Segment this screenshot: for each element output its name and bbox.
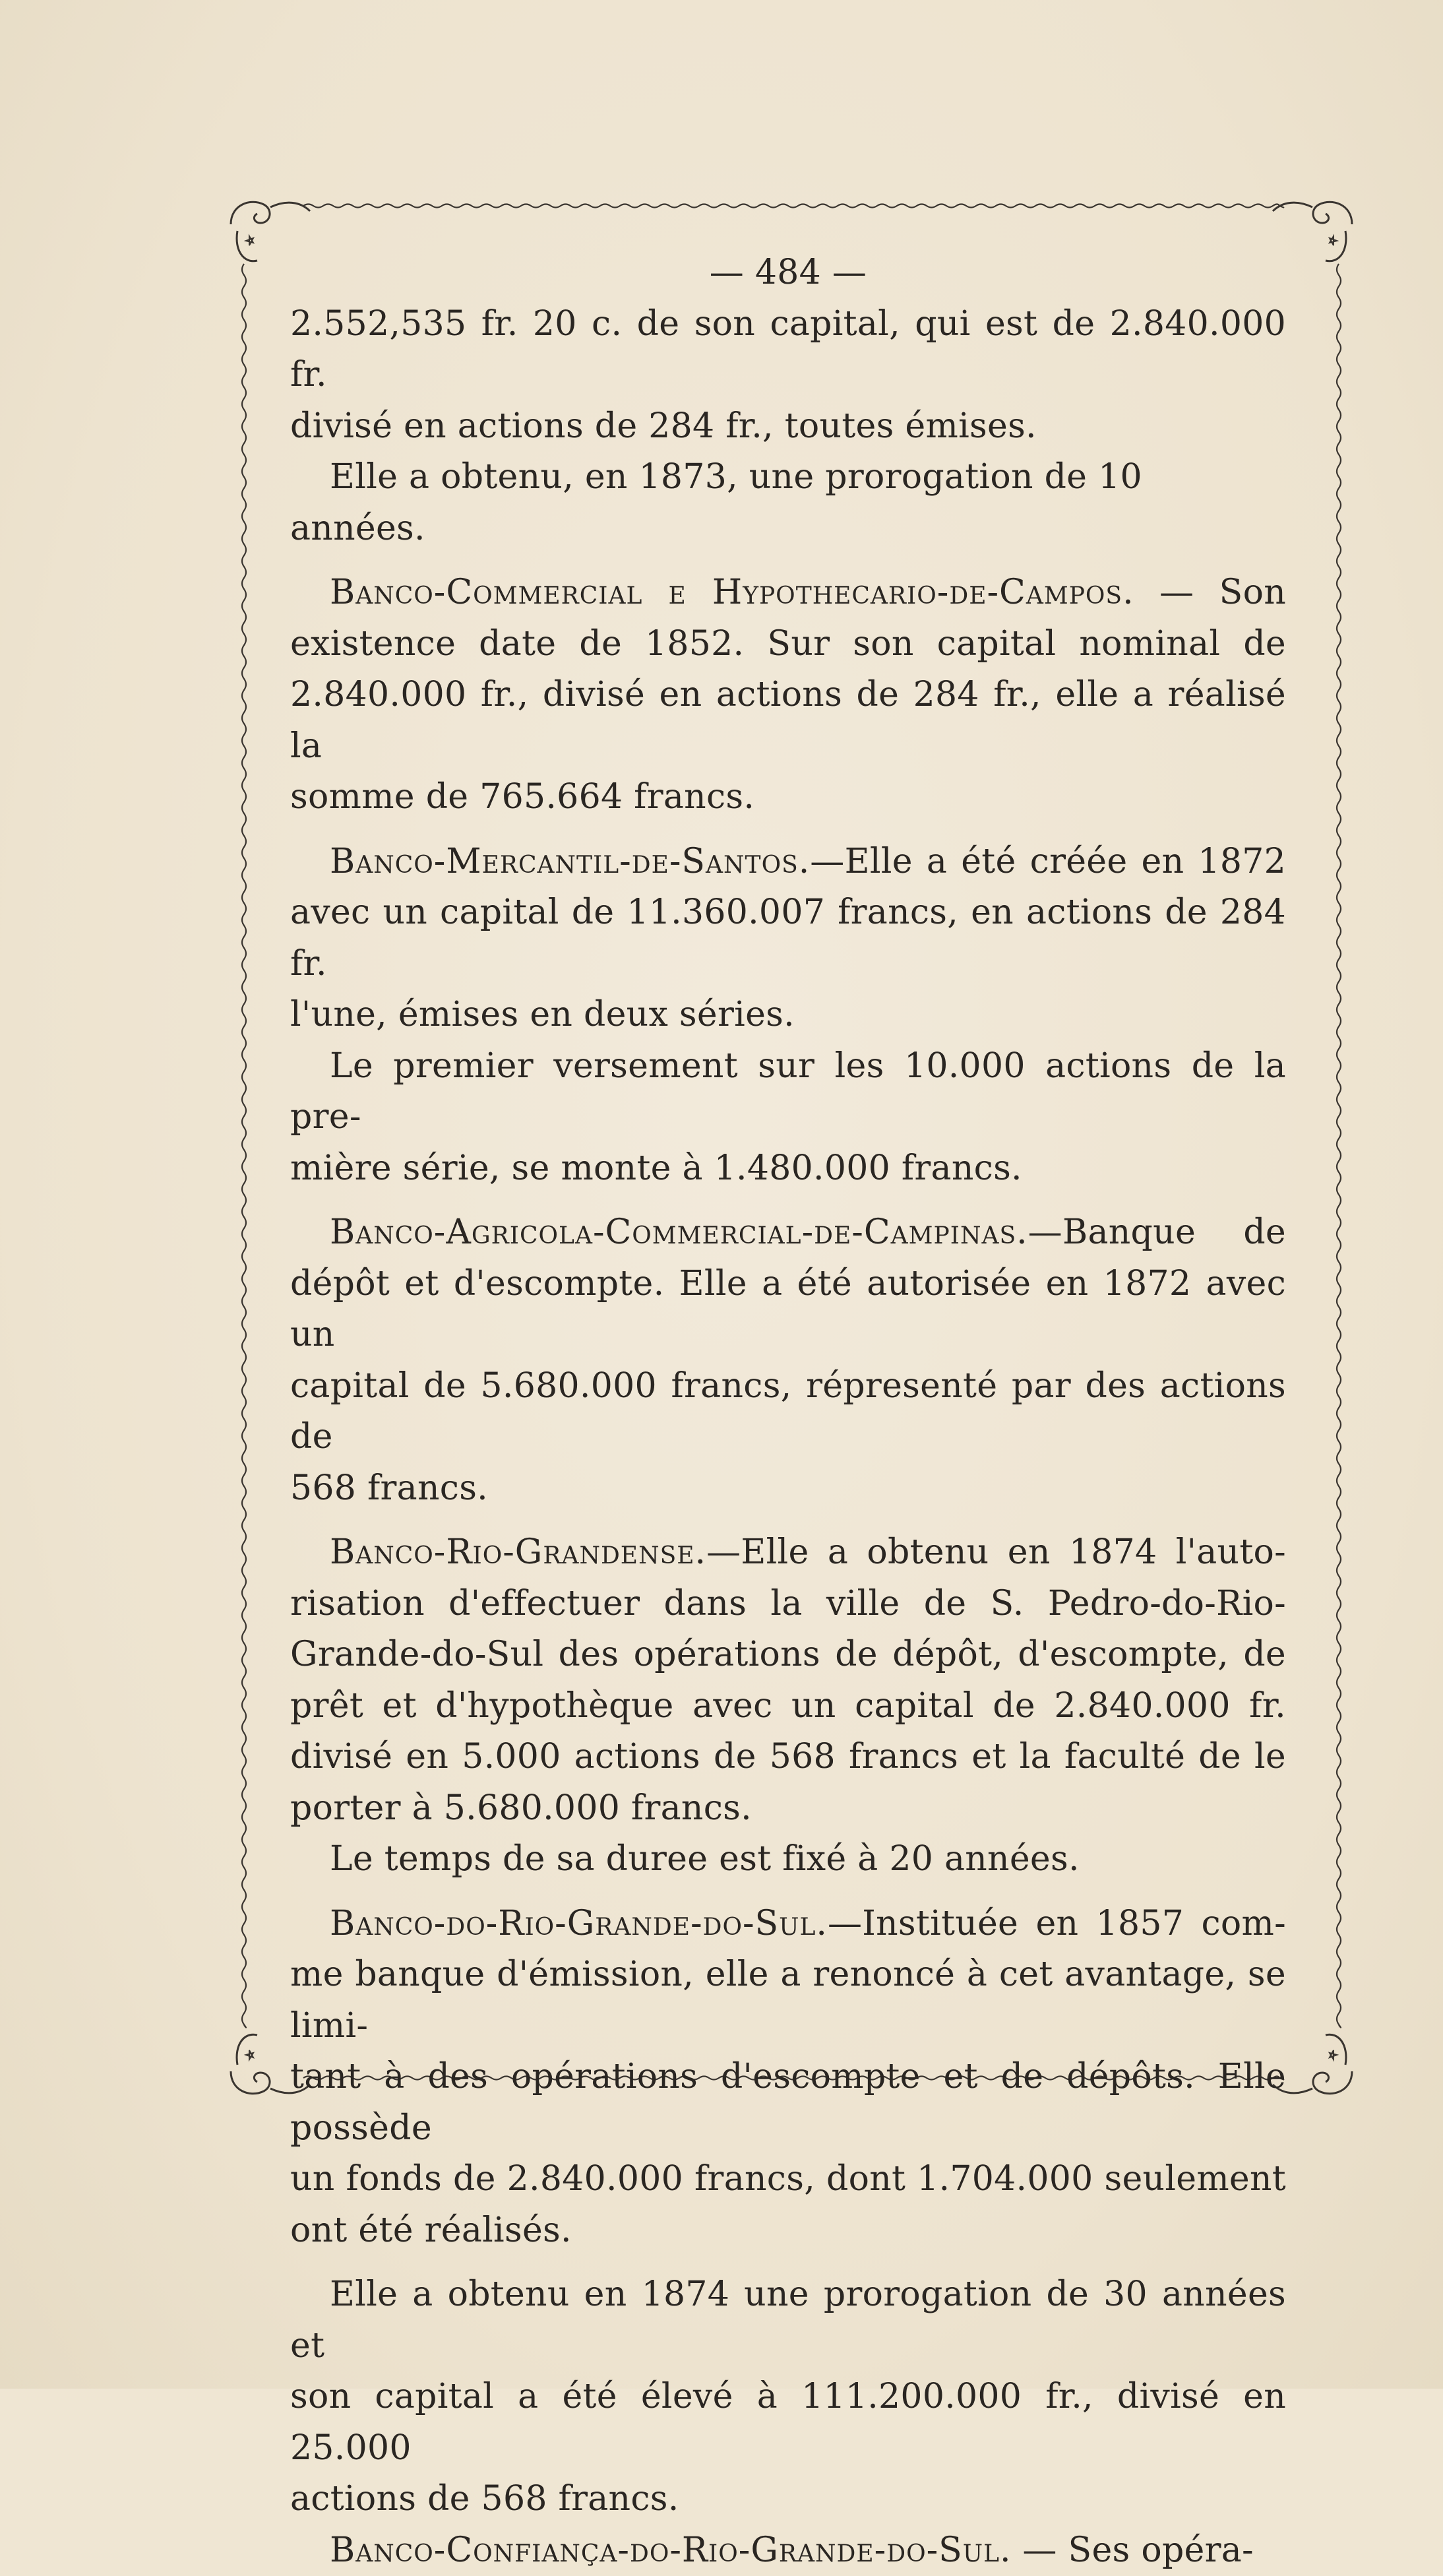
border-top-wave: [303, 204, 1283, 208]
text-line: [290, 887, 1286, 990]
line-text: —Elle a été créée en 1872: [810, 842, 1286, 881]
text-line: [290, 2052, 1286, 2154]
bank-name: Banco-Agricola-Commercial-de-Campinas.: [330, 1212, 1028, 1252]
line-text: avec un capital de 11.360.007 francs, en actions de 284 fr.: [290, 893, 1286, 984]
line-text: me banque d'émission, elle a renoncé à cet avantage, se limi-: [290, 1955, 1286, 2046]
text-line: [290, 452, 1286, 554]
text-line: [290, 401, 1286, 453]
line-text: l'une, émises en deux séries.: [290, 995, 795, 1034]
text-line: [290, 2372, 1286, 2474]
bank-name: Banco-Commercial e Hypothecario-de-Campos.: [330, 573, 1134, 612]
paragraph-gap: [290, 2256, 1286, 2269]
text-line: [290, 1463, 1286, 1515]
text-line: [290, 836, 1286, 888]
text-line: [290, 1949, 1286, 2052]
line-text: Grande-do-Sul des opérations de dépôt, d'escompte, de: [290, 1635, 1286, 1674]
text-line: [290, 1899, 1286, 1950]
text-line: [290, 2205, 1286, 2257]
text-line: [290, 1629, 1286, 1681]
line-text: actions de 568 francs.: [290, 2479, 679, 2519]
text-line: [290, 1361, 1286, 1463]
line-text: 568 francs.: [290, 1468, 488, 1508]
text-line: [290, 670, 1286, 772]
text-line: [290, 1579, 1286, 1630]
paragraph-gap: [290, 554, 1286, 567]
paragraph-gap: [290, 1885, 1286, 1899]
line-text: Elle a obtenu en 1874 une prorogation de 30 années et: [290, 2275, 1286, 2366]
paragraph-gap: [290, 1514, 1286, 1527]
line-text: son capital a été élevé à 111.200.000 fr., divisé en 25.000: [290, 2377, 1286, 2468]
text-line: [290, 1143, 1286, 1195]
line-text: Le premier versement sur les 10.000 actions de la pre-: [290, 1046, 1286, 1137]
line-text: divisé en actions de 284 fr., toutes émises.: [290, 406, 1037, 446]
bank-name: Banco-do-Rio-Grande-do-Sul.: [330, 1904, 828, 1943]
page-number: — 484 —: [290, 247, 1286, 299]
line-text: —Instituée en 1857 com-: [828, 1904, 1286, 1943]
line-text: somme de 765.664 francs.: [290, 777, 754, 817]
line-text: mière série, se monte à 1.480.000 francs.: [290, 1148, 1022, 1188]
bank-name: Banco-Rio-Grandense.: [330, 1532, 706, 1572]
text-line: [290, 299, 1286, 401]
line-text: —Elle a obtenu en 1874 l'auto-: [706, 1532, 1286, 1572]
text-line: [290, 1041, 1286, 1143]
line-text: existence date de 1852. Sur son capital nominal de: [290, 624, 1286, 664]
text-line: [290, 1681, 1286, 1732]
line-text: — Son: [1134, 573, 1286, 612]
line-text: risation d'effectuer dans la ville de S. Pedro-do-Rio-: [290, 1584, 1286, 1623]
line-text: ont été réalisés.: [290, 2211, 572, 2250]
bank-name: Banco-Mercantil-de-Santos.: [330, 842, 810, 881]
text-line: [290, 619, 1286, 670]
line-text: tant à des opérations d'escompte et de dépôts. Elle possède: [290, 2057, 1286, 2148]
text-line: [290, 1783, 1286, 1835]
line-text: porter à 5.680.000 francs.: [290, 1788, 752, 1828]
line-text: 2.552,535 fr. 20 c. de son capital, qui est de 2.840.000 fr.: [290, 304, 1286, 395]
text-line: [290, 1259, 1286, 1361]
line-text: divisé en 5.000 actions de 568 francs et la faculté de le: [290, 1737, 1286, 1776]
line-text: capital de 5.680.000 francs, répresenté par des actions de: [290, 1366, 1286, 1457]
line-text: prêt et d'hypothèque avec un capital de 2.840.000 fr.: [290, 1686, 1286, 1726]
bank-name: Banco-Confiança-do-Rio-Grande-do-Sul.: [330, 2530, 1012, 2570]
text-line: [290, 990, 1286, 1041]
text-line: [290, 772, 1286, 823]
text-line: [290, 2269, 1286, 2372]
text-line: [290, 2525, 1286, 2576]
paragraph-gap: [290, 1194, 1286, 1207]
text-line: [290, 2154, 1286, 2205]
line-text: dépôt et d'escompte. Elle a été autorisée en 1872 avec un: [290, 1264, 1286, 1355]
text-line: [290, 1527, 1286, 1579]
text-line: [290, 1834, 1286, 1885]
line-text: Le temps de sa duree est fixé à 20 années.: [330, 1839, 1080, 1879]
line-text: 2.840.000 fr., divisé en actions de 284 fr., elle a réalisé la: [290, 675, 1286, 766]
text-line: [290, 1207, 1286, 1259]
line-text: —Banque de: [1028, 1212, 1286, 1252]
page-text: [290, 247, 1286, 2576]
paragraph-gap: [290, 823, 1286, 836]
text-line: [290, 1732, 1286, 1783]
line-text: un fonds de 2.840.000 francs, dont 1.704.000 seulement: [290, 2159, 1286, 2199]
border-left-wave: [242, 264, 246, 2028]
line-text: — Ses opéra-: [1012, 2530, 1254, 2570]
text-line: [290, 567, 1286, 619]
text-line: [290, 2474, 1286, 2525]
line-text: Elle a obtenu, en 1873, une prorogation de 10 années.: [290, 457, 1142, 548]
border-right-wave: [1337, 264, 1341, 2028]
